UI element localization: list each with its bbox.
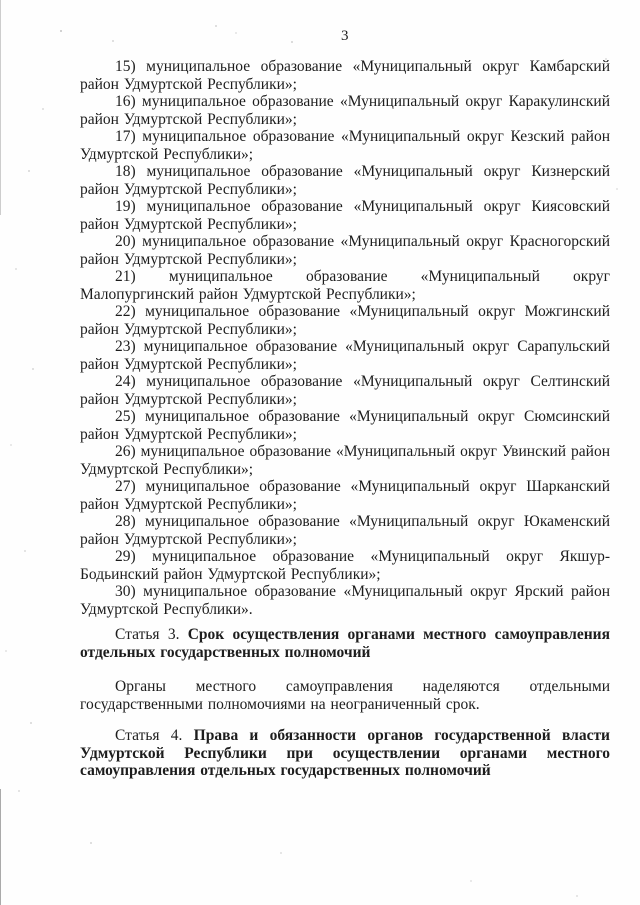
article-3-body: Органы местного самоуправления наделяются отдельными государственными полномочиями на неограниченный срок. xyxy=(80,678,610,713)
list-item: 27) муниципальное образование «Муниципальный округ Шарканский район Удмуртской Республики»; xyxy=(80,478,610,513)
article-4-heading xyxy=(80,727,610,780)
list-item: 28) муниципальное образование «Муниципальный округ Юкаменский район Удмуртской Республики»; xyxy=(80,513,610,548)
list-item: 26) муниципальное образование «Муниципальный округ Увинский район Удмуртской Республики»; xyxy=(80,443,610,478)
list-item: 23) муниципальное образование «Муниципальный округ Сарапульский район Удмуртской Республики»; xyxy=(80,338,610,373)
scan-edge-artifact xyxy=(0,789,1,905)
list-item: 16) муниципальное образование «Муниципальный округ Каракулинский район Удмуртской Республики»; xyxy=(80,93,610,128)
page-number: 3 xyxy=(341,28,349,44)
list-item: 30) муниципальное образование «Муниципальный округ Ярский район Удмуртской Республики». xyxy=(80,583,610,618)
list-item: 29) муниципальное образование «Муниципальный округ Якшур-Бодьинский район Удмуртской Республики»; xyxy=(80,548,610,583)
list-item: 21) муниципальное образование «Муниципальный округ Малопургинский район Удмуртской Республики»; xyxy=(80,268,610,303)
article-4-title: Права и обязанности органов государственной власти Удмуртской Республики при осуществлении органами местного самоуправления отдельных государственных полномочий xyxy=(80,727,610,779)
list-item: 19) муниципальное образование «Муниципальный округ Киясовский район Удмуртской Республики»; xyxy=(80,198,610,233)
scan-noise-specks xyxy=(60,30,62,32)
article-3-title: Срок осуществления органами местного самоуправления отдельных государственных полномочий xyxy=(80,626,610,661)
list-item: 18) муниципальное образование «Муниципальный округ Кизнерский район Удмуртской Республики»; xyxy=(80,163,610,198)
article-3-heading xyxy=(80,626,610,661)
municipal-okrug-list xyxy=(80,58,610,618)
list-item: 25) муниципальное образование «Муниципальный округ Сюмсинский район Удмуртской Республики»; xyxy=(80,408,610,443)
article-3 xyxy=(80,626,610,713)
article-4 xyxy=(80,727,610,780)
list-item: 22) муниципальное образование «Муниципальный округ Можгинский район Удмуртской Республики»; xyxy=(80,303,610,338)
article-3-label: Статья 3. xyxy=(115,626,180,643)
list-item: 24) муниципальное образование «Муниципальный округ Селтинский район Удмуртской Республики»; xyxy=(80,373,610,408)
list-item: 17) муниципальное образование «Муниципальный округ Кезский район Удмуртской Республики»; xyxy=(80,128,610,163)
scan-edge-artifact xyxy=(0,0,1,215)
list-item: 20) муниципальное образование «Муниципальный округ Красногорский район Удмуртской Республики»; xyxy=(80,233,610,268)
article-4-label: Статья 4. xyxy=(115,727,183,744)
list-item: 15) муниципальное образование «Муниципальный округ Камбарский район Удмуртской Республики»; xyxy=(80,58,610,93)
